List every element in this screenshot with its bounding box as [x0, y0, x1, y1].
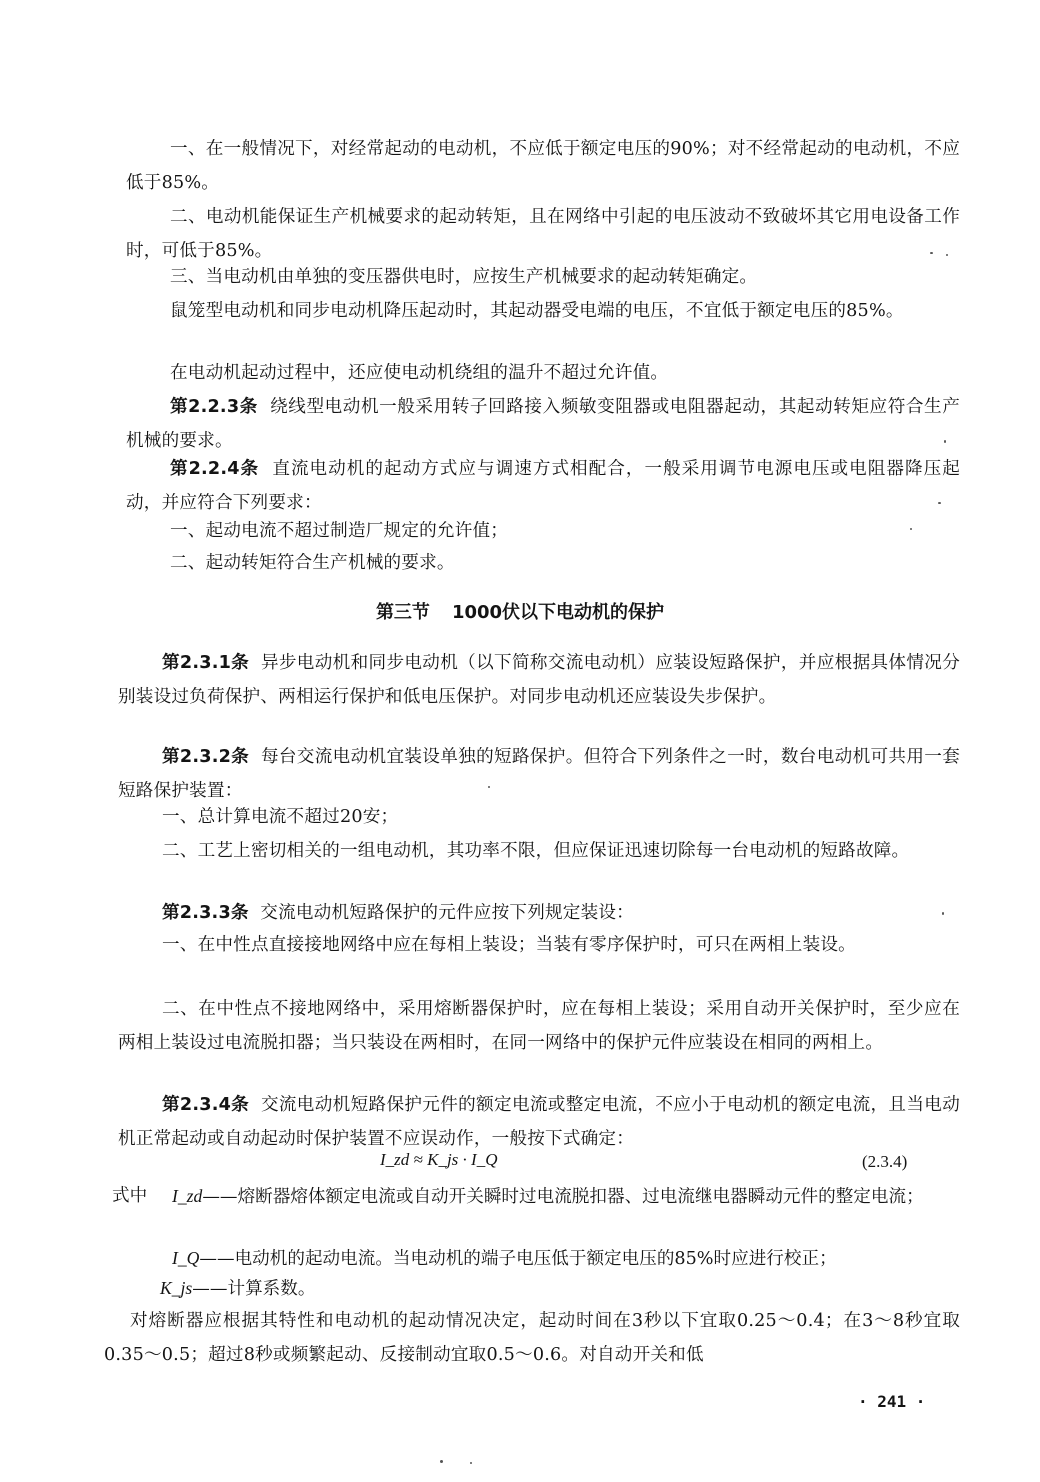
- definition-text: 电动机的起动电流。当电动机的端子电压低于额定电压的85%时应进行校正；: [234, 1249, 837, 1269]
- paragraph: [104, 1304, 960, 1372]
- definition-item: [172, 1180, 960, 1213]
- paragraph-text: 每台交流电动机宜装设单独的短路保护。但符合下列条件之一时，数台电动机可共用一套短路保护装置：: [118, 747, 960, 801]
- definition-dash: ——: [199, 1249, 235, 1269]
- definition-dash: ——: [202, 1187, 238, 1207]
- paragraph-text: 二、电动机能保证生产机械要求的起动转矩，且在网络中引起的电压波动不致破坏其它用电设备工作时，可低于85%。: [126, 207, 960, 261]
- paragraph-text: 交流电动机短路保护的元件应按下列规定装设：: [260, 903, 634, 923]
- paragraph-text: 二、起动转矩符合生产机械的要求。: [170, 553, 455, 573]
- paragraph: [126, 452, 960, 520]
- page-number: · 241 ·: [858, 1392, 926, 1411]
- paragraph: [118, 646, 960, 714]
- paragraph-text: 一、总计算电流不超过20安；: [162, 807, 399, 827]
- paragraph: [126, 390, 960, 458]
- definition-symbol: I_Q: [172, 1248, 200, 1268]
- paragraph-text: 二、在中性点不接地网络中，采用熔断器保护时，应在每相上装设；采用自动开关保护时，至少应在两相上装设过电流脱扣器；当只装设在两相时，在同一网络中的保护元件应装设在相同的两相上。: [118, 999, 960, 1053]
- paragraph: [126, 132, 960, 200]
- paragraph: [118, 992, 960, 1060]
- paragraph: [126, 294, 960, 328]
- formula-number: (2.3.4): [862, 1152, 908, 1171]
- scan-speck: [488, 786, 490, 788]
- paragraph: [118, 1088, 960, 1156]
- clause-number: 第2.3.1条: [162, 653, 250, 673]
- scan-speck: [942, 912, 944, 915]
- scan-speck: [470, 1462, 472, 1464]
- definition-symbol: K_js: [160, 1278, 193, 1298]
- scan-speck: [440, 1460, 443, 1463]
- paragraph: [126, 514, 960, 548]
- section-heading: [0, 598, 1040, 624]
- clause-number: 第2.3.2条: [162, 747, 250, 767]
- paragraph: [126, 546, 960, 580]
- scan-speck: [938, 502, 941, 504]
- paragraph: [126, 356, 960, 390]
- scan-speck: [946, 254, 948, 256]
- clause-number: 第2.2.4条: [170, 459, 260, 479]
- clause-number: 第2.3.3条: [162, 903, 249, 923]
- clause-number: 第2.2.3条: [170, 397, 258, 417]
- scan-speck: [910, 528, 912, 530]
- paragraph: [118, 800, 960, 834]
- definition-prefix: 式中: [112, 1186, 148, 1206]
- paragraph-text: 绕线型电动机一般采用转子回路接入频敏变阻器或电阻器起动，其起动转矩应符合生产机械的要求。: [126, 397, 960, 451]
- scan-speck: [930, 252, 933, 254]
- paragraph: [126, 200, 960, 268]
- formula: I_zd ≈ K_js · I_Q: [380, 1150, 498, 1169]
- paragraph-text: 对熔断器应根据其特性和电动机的起动情况决定，起动时间在3秒以下宜取0.25～0.4；在3～8秒宜取0.35～0.5；超过8秒或频繁起动、反接制动宜取0.5～0.6。对自动开关和低: [104, 1311, 960, 1365]
- scan-speck: [944, 440, 946, 443]
- paragraph-text: 三、当电动机由单独的变压器供电时，应按生产机械要求的起动转矩确定。: [170, 267, 758, 287]
- paragraph: [118, 928, 960, 962]
- paragraph-text: 异步电动机和同步电动机（以下简称交流电动机）应装设短路保护，并应根据具体情况分别装设过负荷保护、两相运行保护和低电压保护。对同步电动机还应装设失步保护。: [118, 653, 960, 707]
- clause-number: 第2.3.4条: [162, 1095, 250, 1115]
- definition-text: 熔断器熔体额定电流或自动开关瞬时过电流脱扣器、过电流继电器瞬动元件的整定电流；: [237, 1187, 924, 1207]
- definition-symbol: I_zd: [172, 1186, 203, 1206]
- paragraph-text: 二、工艺上密切相关的一组电动机，其功率不限，但应保证迅速切除每一台电动机的短路故障。: [162, 841, 910, 861]
- paragraph-text: 一、在中性点直接接地网络中应在每相上装设；当装有零序保护时，可只在两相上装设。: [162, 935, 856, 955]
- paragraph-text: 鼠笼型电动机和同步电动机降压起动时，其起动器受电端的电压，不宜低于额定电压的85%。: [170, 301, 904, 321]
- paragraph-text: 在电动机起动过程中，还应使电动机绕组的温升不超过允许值。: [170, 363, 669, 383]
- definition-text: 计算系数。: [227, 1279, 316, 1299]
- definition-dash: ——: [192, 1279, 228, 1299]
- section-number: 第三节: [375, 602, 430, 623]
- paragraph-text: 一、起动电流不超过制造厂规定的允许值；: [170, 521, 509, 541]
- paragraph: [118, 740, 960, 808]
- paragraph-text: 交流电动机短路保护元件的额定电流或整定电流，不应小于电动机的额定电流，且当电动机正常起动或自动起动时保护装置不应误动作，一般按下式确定：: [118, 1095, 960, 1149]
- paragraph: [118, 834, 960, 868]
- definition-item: [160, 1272, 960, 1305]
- definition-item: [172, 1242, 960, 1275]
- section-title: 1000伏以下电动机的保护: [451, 602, 665, 623]
- paragraph-text: 直流电动机的起动方式应与调速方式相配合，一般采用调节电源电压或电阻器降压起动，并应符合下列要求：: [126, 459, 960, 513]
- paragraph-text: 一、在一般情况下，对经常起动的电动机，不应低于额定电压的90%；对不经常起动的电动机，不应低于85%。: [126, 139, 960, 193]
- paragraph: [118, 896, 960, 930]
- paragraph: [126, 260, 960, 294]
